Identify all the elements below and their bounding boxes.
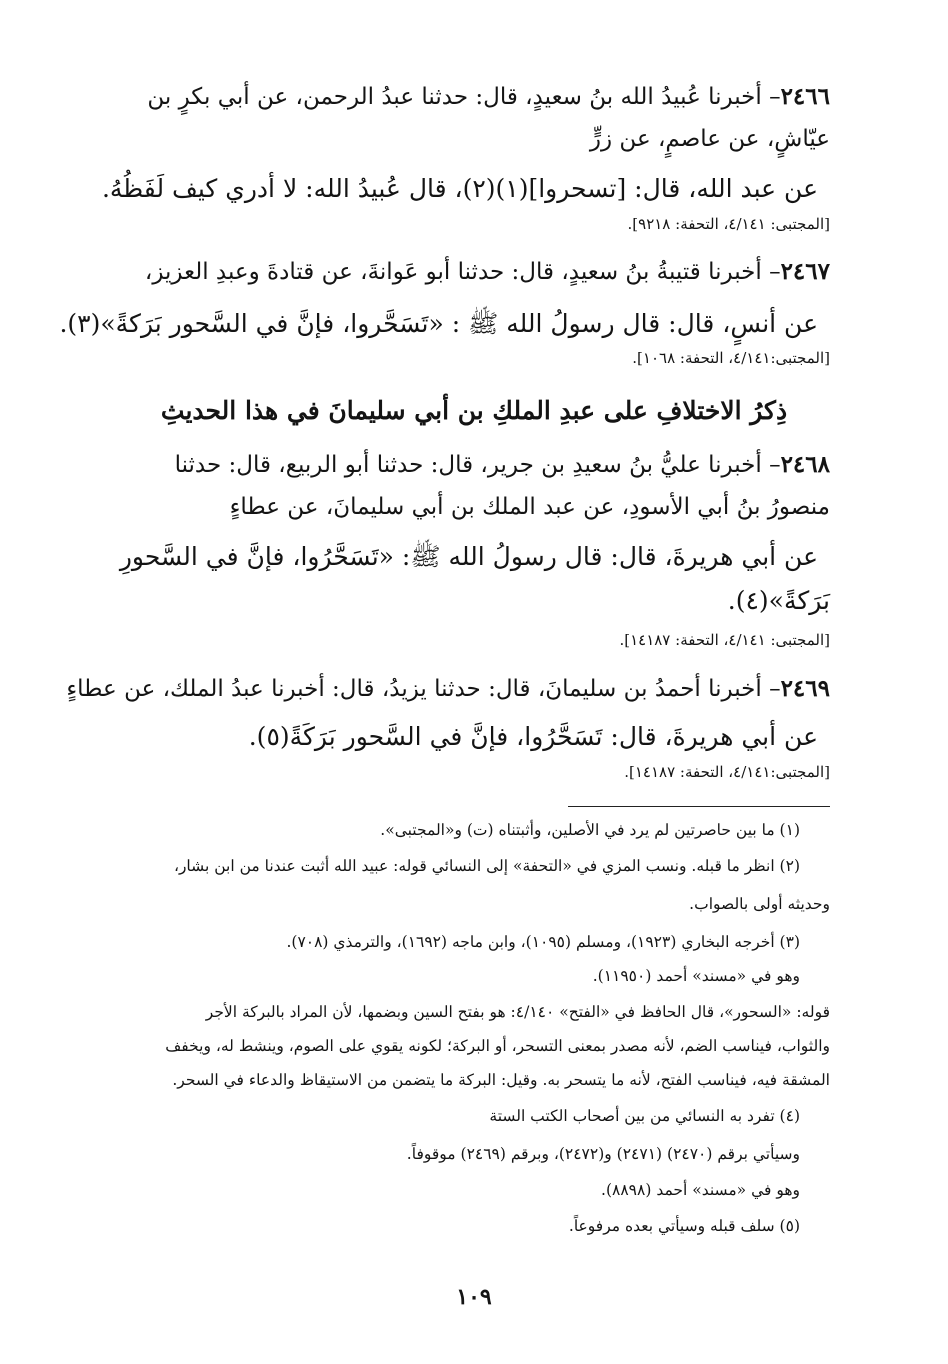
hadith-2467-reference: [المجتبى:٤/١٤١، التحفة: ١٠٦٨]. [632,349,830,367]
hadith-2468-line-3: عن أبي هريرةَ، قال: قال رسولُ الله ﷺ: «تَسَحَّرُوا، فإنَّ في السَّحورِ [119,542,818,571]
hadith-text: – أخبرنا أحمدُ بن سليمانَ، قال: حدثنا يزيدُ، قال: أخبرنا عبدُ الملك، عن عطاءٍ [66,676,781,702]
hadith-2467-line-1 [118,255,830,289]
hadith-2469-line-2: عن أبي هريرةَ، قال: تَسَحَّرُوا، فإنَّ في السَّحور بَرَكَةً(٥). [248,722,818,751]
hadith-2468-line-4: بَرَكةً»(٤). [727,586,830,615]
hadith-2469-reference: [المجتبى:٤/١٤١، التحفة: ١٤١٨٧]. [624,763,830,781]
hadith-number: ٢٤٦٦ [780,83,830,110]
footnote-separator [568,806,830,807]
section-heading: ذِكرُ الاختلافِ على عبدِ الملكِ بن أبي سليمانَ في هذا الحديثِ [160,396,788,425]
hadith-2468-line-2: منصورُ بنُ أبي الأسودِ، عن عبد الملك بن أبي سليمانَ، عن عطاءٍ [229,494,830,520]
hadith-number: ٢٤٦٩ [780,675,830,702]
hadith-text: – أخبرنا قتيبةُ بنُ سعيدٍ، قال: حدثنا أبو عَوانةَ، عن قتادةَ وعبدِ العزيز، [144,259,781,285]
hadith-2469-line-1 [66,672,830,706]
hadith-text: – أخبرنا عُبيدُ الله بنُ سعيدٍ، قال: حدثنا عبدُ الرحمن، عن أبي بكرٍ بن [147,84,781,110]
hadith-2467-line-2: عن أنسٍ، قال: قال رسولُ الله ﷺ : «تَسَحَّروا، فإنَّ في السَّحور بَرَكةً»(٣). [59,309,818,338]
footnote-3-note-2: والثواب، فيناسب الضم، لأنه مصدر بمعنى التسحر، أو البركة؛ لكونه يقوي على الصوم، وينشط له، ويخفف [165,1037,830,1055]
page-number: ١٠٩ [456,1284,492,1310]
hadith-number: ٢٤٦٨ [780,451,830,478]
footnote-2-cont: وحديثه أولى بالصواب. [689,895,830,913]
footnote-5: (٥) سلف قبله وسيأتي بعده مرفوعاً. [568,1217,800,1235]
hadith-number: ٢٤٦٧ [780,258,830,285]
hadith-2466-reference: [المجتبى: ٤/١٤١، التحفة: ٩٢١٨]. [627,215,830,233]
footnote-4: (٤) تفرد به النسائي من بين أصحاب الكتب الستة [489,1107,800,1125]
footnote-1: (١) ما بين حاصرتين لم يرد في الأصلين، وأثبتناه (ت) و«المجتبى». [380,821,800,839]
footnote-3-cont: وهو في «مسند» أحمد (١١٩٥٠). [592,967,800,985]
hadith-text: – أخبرنا عليُّ بنُ سعيدِ بن جرير، قال: حدثنا أبو الربيع، قال: حدثنا [174,452,781,478]
footnote-3: (٣) أخرجه البخاري (١٩٢٣)، ومسلم (١٠٩٥)، وابن ماجه (١٦٩٢)، والترمذي (٧٠٨). [286,933,800,951]
footnote-4-cont-2: وهو في «مسند» أحمد (٨٨٩٨). [601,1181,800,1199]
footnote-3-note-3: المشقة فيه، فيناسب الفتح، لأنه ما يتسحر به. وقيل: البركة ما يتضمن من الاستيقاظ والدعاء في السحر. [172,1071,830,1089]
footnote-4-cont-1: وسيأتي برقم (٢٤٧٠) (٢٤٧١) و(٢٤٧٢)، وبرقم (٢٤٦٩) موقوفاً. [406,1145,800,1163]
footnote-2: (٢) انظر ما قبله. ونسب المزي في «التحفة» إلى النسائي قوله: عبيد الله أثبت عندنا من ابن بشار، [173,857,800,875]
hadith-2466-line-2: عيّاشٍ، عن عاصمٍ، عن زرٍّ [589,126,830,152]
hadith-2466-line-3: عن عبد الله، قال: [تسحروا](١)(٢)، قال عُبيدُ الله: لا أدري كيف لَفَظُهُ. [101,174,818,203]
hadith-2468-reference: [المجتبى: ٤/١٤١، التحفة: ١٤١٨٧]. [619,631,830,649]
hadith-2466-line-1 [118,80,830,114]
hadith-2468-line-1 [118,448,830,482]
footnote-3-note-1: قوله: «السحور»، قال الحافظ في «الفتح» ٤/١٤٠: هو بفتح السين وبضمها، لأن المراد بالبركة الأجر [205,1003,830,1021]
